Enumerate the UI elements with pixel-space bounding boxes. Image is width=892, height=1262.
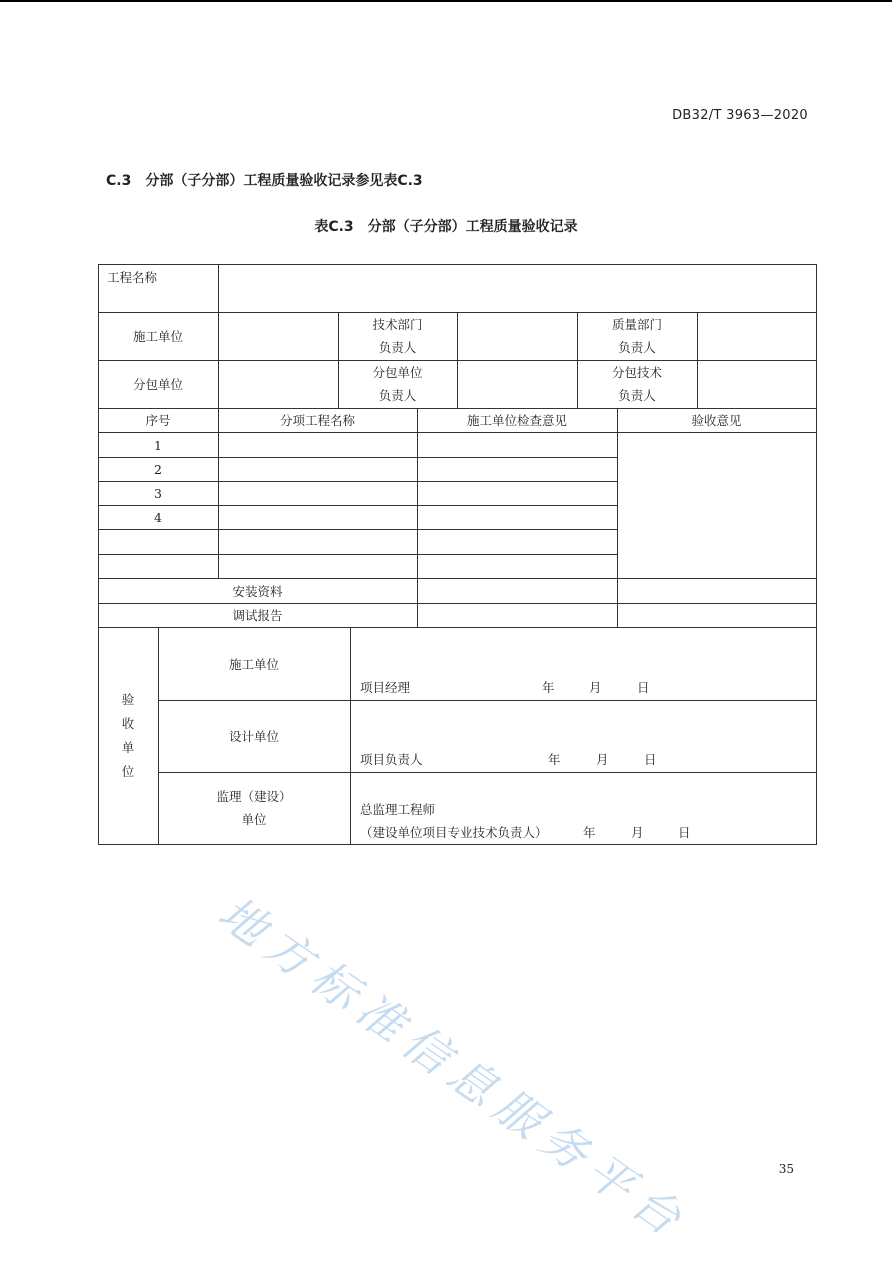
table-row-seq: 3 — [154, 485, 162, 501]
table-row-seq — [98, 554, 218, 578]
watermark: 地方标准信息服务平台 — [208, 885, 699, 1251]
sign-design-year: 年 — [548, 752, 561, 767]
sign-supervision-month: 月 — [631, 825, 644, 840]
sign-project-lead-label: 项目负责人 — [360, 752, 423, 767]
sign-construction-month: 月 — [589, 680, 602, 695]
construction-unit-label: 施工单位 — [132, 329, 183, 344]
sign-supervision-unit-label: 监理（建设） 单位 — [216, 789, 292, 827]
section-heading: C.3 分部（子分部）工程质量验收记录参见表C.3 — [106, 173, 423, 189]
test-report-label: 调试报告 — [232, 608, 283, 623]
sign-chief-supervisor-label: 总监理工程师 — [360, 802, 436, 817]
tech-dept-head-label: 技术部门 负责人 — [372, 317, 423, 355]
table-row-seq: 4 — [154, 509, 162, 525]
sub-unit-head-label: 分包单位 负责人 — [372, 365, 423, 403]
top-border-rule — [0, 0, 892, 2]
sub-tech-head-label: 分包技术 负责人 — [611, 365, 662, 403]
sign-construction-year: 年 — [542, 680, 555, 695]
sign-supervision-year: 年 — [583, 825, 596, 840]
column-header-seq: 序号 — [145, 413, 171, 428]
column-header-construction-check: 施工单位检查意见 — [466, 413, 567, 428]
sign-design-unit-label: 设计单位 — [228, 729, 279, 744]
project-name-label: 工程名称 — [107, 270, 158, 285]
acceptance-units-label: 验 收 单 位 — [121, 691, 135, 779]
table-row-seq: 2 — [154, 461, 162, 477]
standard-code: DB32/T 3963—2020 — [672, 108, 808, 123]
page-number: 35 — [778, 1162, 794, 1176]
sign-design-month: 月 — [596, 752, 609, 767]
subcontract-unit-label: 分包单位 — [132, 377, 183, 392]
table-caption: 表C.3 分部（子分部）工程质量验收记录 — [314, 219, 578, 235]
column-header-subitem-name: 分项工程名称 — [279, 413, 355, 428]
quality-dept-head-label: 质量部门 负责人 — [611, 317, 662, 355]
sign-project-manager-label: 项目经理 — [360, 680, 411, 695]
sign-construction-day: 日 — [637, 680, 650, 695]
sign-design-day: 日 — [644, 752, 657, 767]
table-row-seq — [98, 529, 218, 554]
sign-owner-tech-lead-label: （建设单位项目专业技术负责人） — [360, 825, 548, 840]
sign-construction-unit-label: 施工单位 — [228, 656, 279, 672]
sign-supervision-day: 日 — [678, 825, 691, 840]
column-header-acceptance-opinion: 验收意见 — [691, 413, 742, 428]
table-row-seq: 1 — [154, 437, 162, 453]
install-docs-label: 安装资料 — [232, 583, 283, 599]
